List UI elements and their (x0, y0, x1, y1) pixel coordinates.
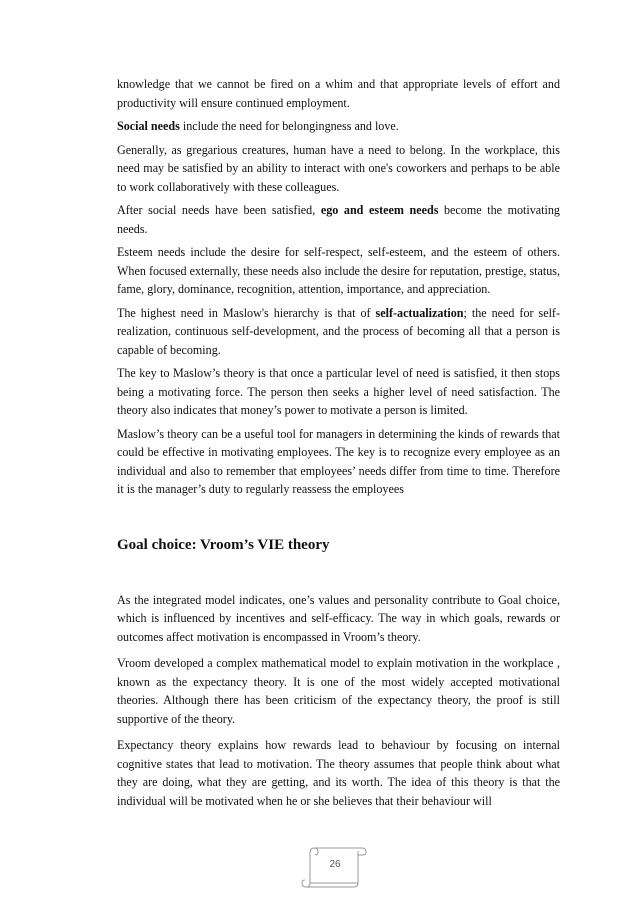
paragraph: Esteem needs include the desire for self-respect, self-esteem, and the esteem of others. When focused externally, these needs also include the desire for reputation, prestige, status, fame, glory, dominance, recognition, attention, importance, and appreciation. (117, 245, 560, 296)
paragraph: As the integrated model indicates, one’s values and personality contribute to Goal choice, which is influenced by incentives and self-efficacy. The way in which goals, rewards or outcomes affect motivation is encompassed in Vroom’s theory. (117, 592, 560, 644)
paragraph-text: include the need for belongingness and love. (179, 119, 399, 133)
paragraph: Maslow’s theory can be a useful tool for managers in determining the kinds of rewards that could be effective in motivating employees. The key is to recognize every employee as an individual and also to remember that employees’ needs differ from time to time. Therefore it is the manager’s duty to regularly reassess the employees (117, 426, 560, 496)
paragraph-text: ; the need for self-realization, continuous self-development, and the process of becoming all that a person is capable of becoming. (117, 305, 560, 357)
bold-term: ego and esteem needs (320, 203, 439, 217)
bold-term: self-actualization (375, 305, 464, 320)
paragraph (117, 117, 560, 136)
paragraph (117, 304, 560, 360)
paragraph: The key to Maslow’s theory is that once a particular level of need is satisfied, it then stops being a motivating force. The person then seeks a higher level of need satisfaction. The theory also indicates that money’s power to motivate a person is limited. (117, 366, 560, 417)
page-body (117, 75, 560, 815)
paragraph: Vroom developed a complex mathematical model to explain motivation in the workplace , known as the expectancy theory. It is one of the most widely accepted motivational theories. Although there has been criticism of the expectancy theory, the proof is still supportive of the theory. (117, 656, 560, 726)
paragraph: Generally, as gregarious creatures, human have a need to belong. In the workplace, this need may be satisfied by an ability to interact with one's coworkers and perhaps to be able to work collaboratively with these colleagues. (117, 142, 560, 194)
paragraph: Expectancy theory explains how rewards lead to behaviour by focusing on internal cognitive states that lead to motivation. The theory assumes that people think about what they are doing, what they are getting, and its worth. The idea of this theory is that the individual will be motivated when he or she believes that their behaviour will (117, 738, 560, 808)
page-number: 26 (329, 859, 341, 870)
section-heading: Goal choice: Vroom’s VIE theory (117, 536, 330, 553)
paragraph-text: After social needs have been satisfied, (117, 203, 321, 217)
paragraph (117, 201, 560, 238)
page-footer (300, 843, 370, 891)
paragraph-text: The highest need in Maslow's hierarchy is that of (117, 305, 376, 320)
paragraph: knowledge that we cannot be fired on a whim and that appropriate levels of effort and productivity will ensure continued employment. (117, 77, 560, 110)
bold-term: Social needs (117, 119, 180, 133)
paragraph-text: become the motivating needs. (117, 203, 560, 236)
